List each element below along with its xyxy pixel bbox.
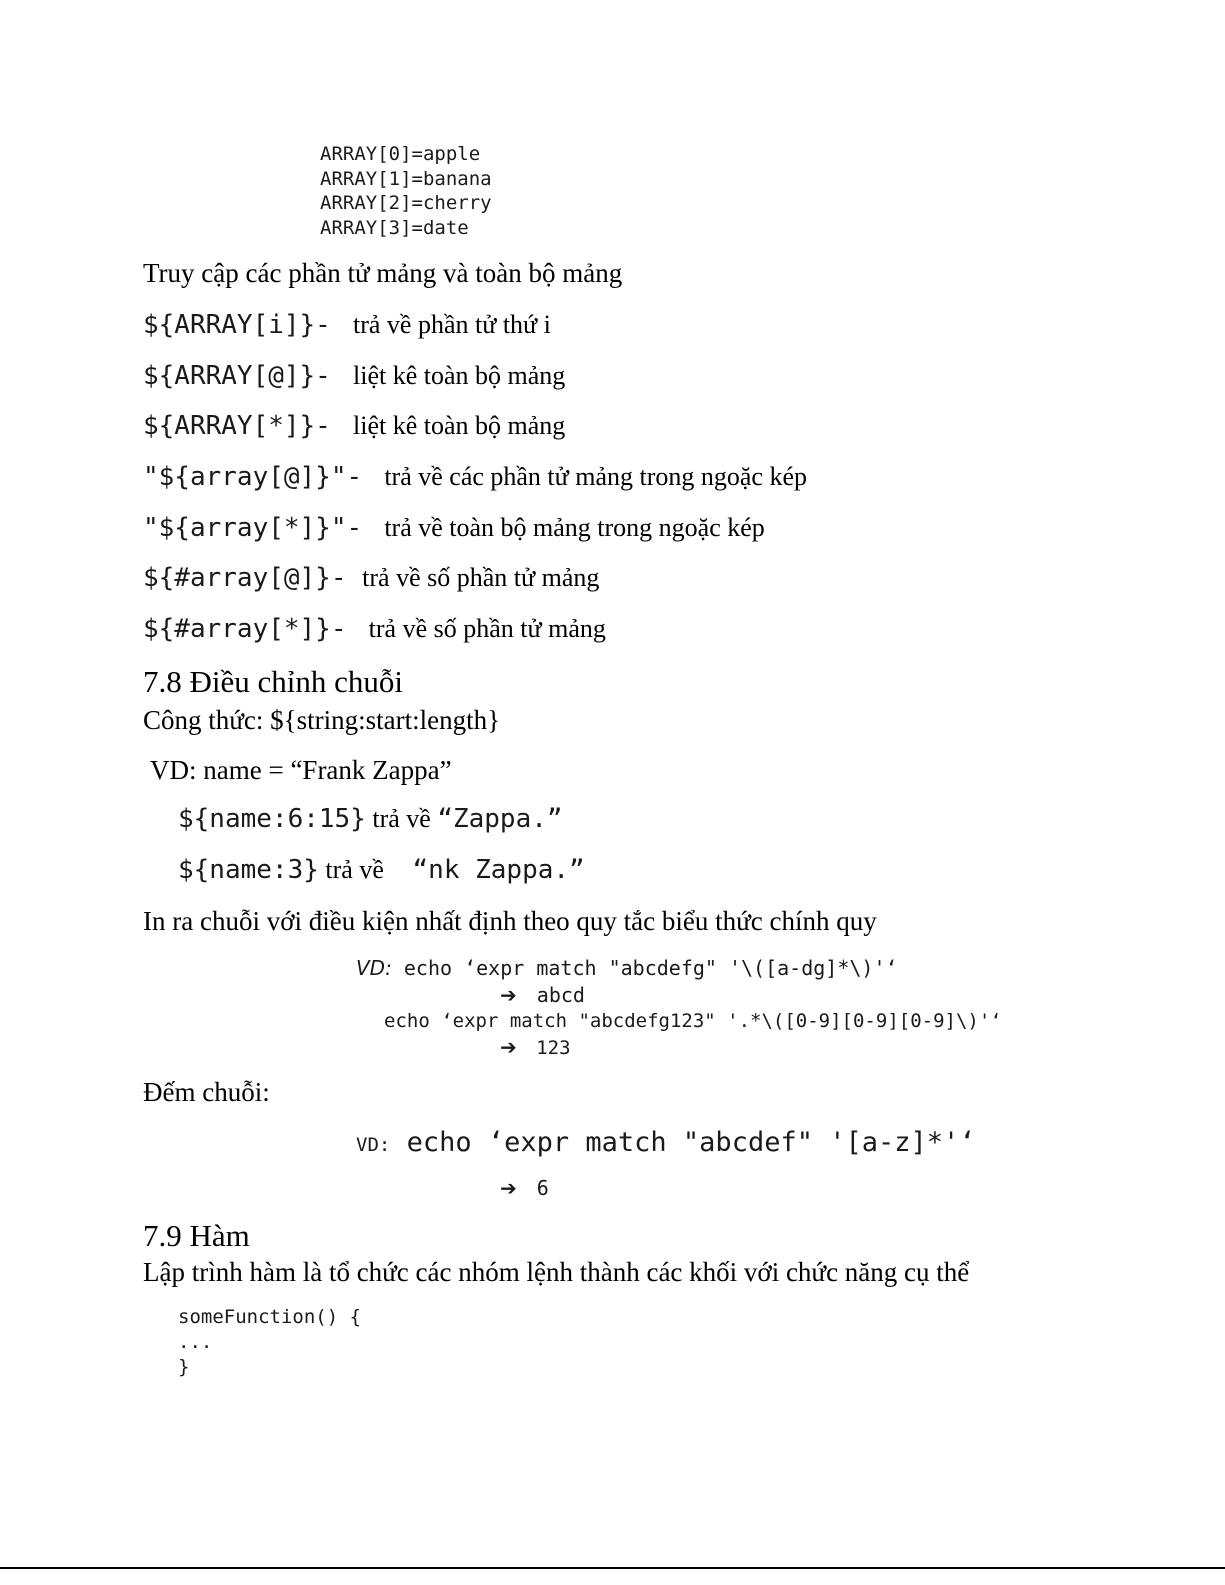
access-desc: liệt kê toàn bộ mảng: [346, 411, 566, 440]
regex-result-2: [500, 1035, 571, 1059]
code-line: ARRAY[1]=banana: [320, 167, 492, 190]
arrow-icon: ➔: [500, 1176, 517, 1200]
regex-result-1: [500, 983, 585, 1007]
substring-example-2: [178, 855, 585, 885]
example-code: ${name:3}: [178, 855, 319, 885]
array-init-code: [320, 142, 492, 240]
access-code: ${ARRAY[@]}-: [143, 361, 347, 391]
access-row: [143, 462, 807, 492]
code-line: }: [178, 1356, 190, 1378]
count-cmd: echo ‘expr match "abcdef" '[a-z]*'‘: [390, 1127, 976, 1158]
count-result: [500, 1176, 549, 1200]
access-row: [143, 513, 765, 543]
access-desc: trả về toàn bộ mảng trong ngoặc kép: [377, 513, 765, 542]
regex-command-1: [356, 956, 898, 980]
access-desc: trả về các phần tử mảng trong ngoặc kép: [377, 462, 808, 491]
access-code: "${array[*]}"-: [143, 513, 378, 543]
function-intro: Lập trình hàm là tổ chức các nhóm lệnh thành các khối với chức năng cụ thể: [143, 1257, 970, 1287]
vd-label: VD:: [356, 1134, 391, 1156]
access-code: ${ARRAY[*]}-: [143, 411, 347, 441]
access-desc: liệt kê toàn bộ mảng: [346, 361, 566, 390]
code-line: ...: [178, 1331, 213, 1353]
code-line: ARRAY[2]=cherry: [320, 192, 492, 214]
example-text: VD: name = “Frank Zappa”: [150, 755, 452, 785]
page-bottom-rule: [0, 1567, 1225, 1569]
function-code: [178, 1305, 361, 1380]
regex-result: abcd: [524, 983, 585, 1007]
section-heading-7-9: 7.9 Hàm: [143, 1218, 250, 1253]
substring-example-1: [178, 804, 563, 834]
count-intro: Đếm chuỗi:: [143, 1077, 270, 1107]
regex-cmd: echo ‘expr match "abcdefg" '\([a-dg]*\)'‘: [391, 956, 898, 980]
access-desc: trả về phần tử thứ i: [346, 310, 551, 339]
section-heading-7-8: 7.8 Điều chỉnh chuỗi: [143, 664, 404, 699]
access-row: [143, 310, 551, 340]
regex-result: 123: [524, 1037, 571, 1059]
arrow-icon: ➔: [500, 983, 517, 1007]
regex-cmd: echo ‘expr match "abcdefg123" '.*\([0-9][0-9][0-9]\)'‘: [384, 1010, 1002, 1032]
access-row: [143, 614, 606, 644]
count-command: [356, 1127, 976, 1158]
formula-text: Công thức: ${string:start:length}: [143, 705, 501, 735]
example-result: “Zappa.”: [437, 804, 563, 834]
vd-label: VD:: [356, 956, 392, 980]
access-code: "${array[@]}"-: [143, 462, 378, 492]
regex-intro: In ra chuỗi với điều kiện nhất định theo quy tắc biểu thức chính quy: [143, 906, 877, 936]
access-row: [143, 411, 565, 441]
access-row: [143, 361, 565, 391]
example-desc: trả về: [365, 804, 438, 833]
code-line: someFunction() {: [178, 1306, 362, 1328]
access-desc: trả về số phần tử mảng: [362, 614, 606, 643]
access-desc: trả về số phần tử mảng: [362, 563, 600, 592]
arrow-icon: ➔: [500, 1035, 517, 1059]
example-result: “nk Zappa.”: [396, 855, 585, 885]
access-intro: Truy cập các phần tử mảng và toàn bộ mảng: [143, 258, 623, 288]
access-row: [143, 563, 599, 593]
access-code: ${#array[*]}-: [143, 614, 363, 644]
example-code: ${name:6:15}: [178, 804, 366, 834]
code-line: ARRAY[3]=date: [320, 216, 469, 239]
example-desc: trả về: [318, 855, 397, 884]
regex-command-2: [384, 1010, 1002, 1032]
count-result-value: 6: [524, 1176, 549, 1200]
access-code: ${#array[@]}-: [143, 563, 363, 593]
access-code: ${ARRAY[i]}-: [143, 310, 347, 340]
code-line: ARRAY[0]=apple: [320, 143, 481, 165]
